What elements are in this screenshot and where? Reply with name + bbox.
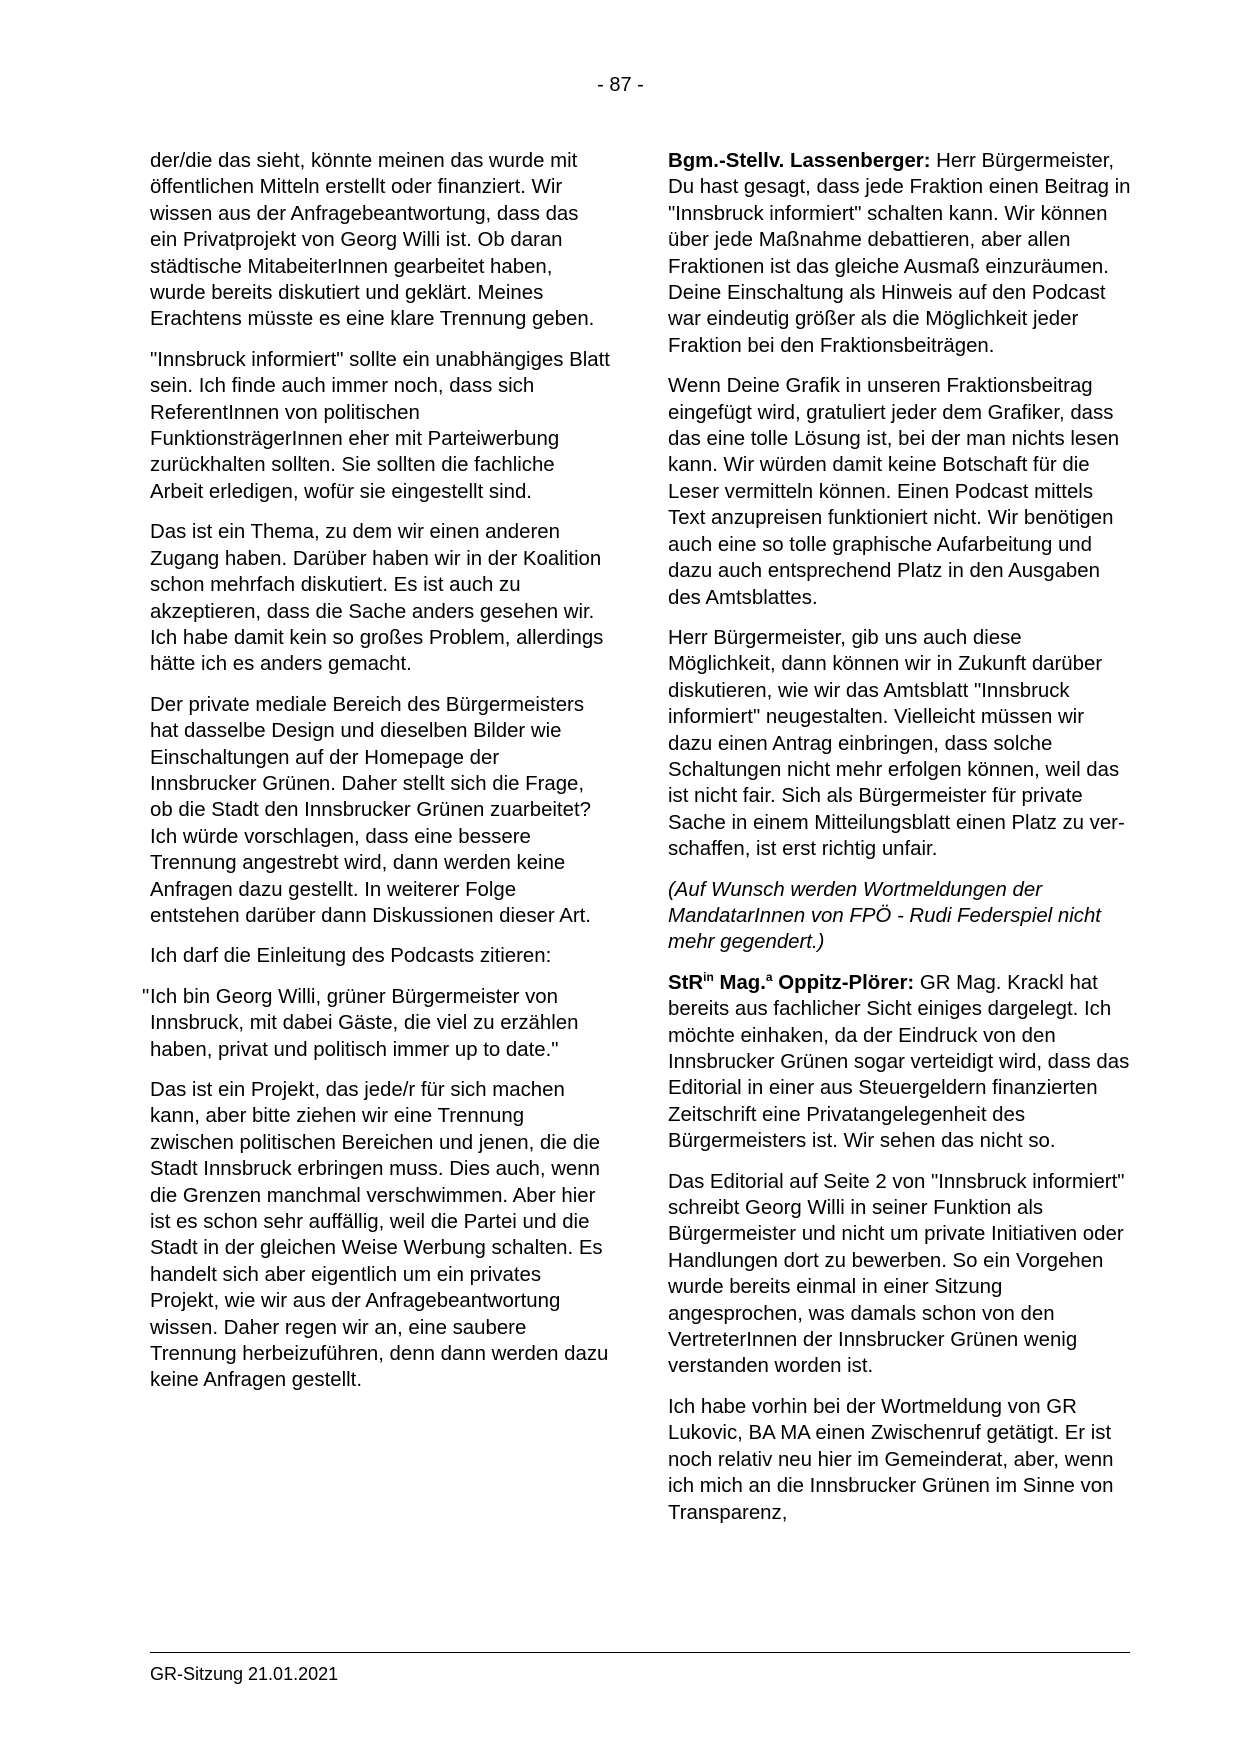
paragraph: "Innsbruck informiert" sollte ein unabhängiges Blatt sein. Ich finde auch immer noch, dass sich ReferentInnen von politischen FunktionsträgerInnen eher mit Parteiwerbung zurückhalten sollten. Sie sollten die fachliche Arbeit erledigen, wofür sie eingestellt sind. [150,348,610,503]
paragraph [668,970,1132,1155]
footer-divider [150,1652,1130,1653]
paragraph: Das ist ein Thema, zu dem wir einen anderen Zugang haben. Darüber haben wir in der Koalition schon mehrfach diskutiert. Es ist auch zu akzeptieren, dass die Sache anders gesehen wir. Ich habe damit kein so großes Problem, allerdings hätte ich es anders gemacht. [150,521,604,676]
speaker-name: Bgm.-Stellv. Lassenberger: [668,150,931,172]
speaker-title: StR [668,971,704,994]
paragraph: Der private mediale Bereich des Bürgermeisters hat dasselbe Design und dieselben Bilder wie Einschaltungen auf der Homepage der Innsbrucker Grünen. Daher stellt sich die Frage, ob die Stadt den Innsbrucker Grünen zuarbeitet? Ich würde vorschlagen, dass eine bessere Trennung angestrebt wird, dann werden keine Anfragen dazu gestellt. In weiterer Folge entstehen darüber dann Diskussionen dieser Art. [150,693,591,927]
speech-text: Herr Bürgermeister, Du hast gesagt, dass jede Fraktion einen Beitrag in "Innsbruck informiert" schalten kann. Wir können über jede Maßnahme debattieren, aber allen Fraktionen ist das gleiche Ausmaß einzuräumen. Deine Einschaltung als Hinweis auf den Podcast war eindeutig größer als die Möglichkeit jeder Fraktion bei den Fraktionsbeiträgen. [668,150,1131,357]
paragraph: Ich darf die Einleitung des Podcasts zitieren: [150,945,552,968]
editorial-note: (Auf Wunsch werden Wortmeldungen der MandatarInnen von FPÖ - Rudi Federspiel nicht mehr gegendert.) [668,878,1101,954]
paragraph: Wenn Deine Grafik in unseren Fraktionsbeitrag eingefügt wird, gratuliert jeder dem Grafiker, dass das eine tolle Lösung ist, bei der man nichts lesen kann. Wir würden damit keine Botschaft für die Leser vermitteln können. Einen Podcast mittels Text anzupreisen funktioniert nicht. Wir benötigen auch eine so tolle graphische Aufarbeitung und dazu auch entsprechend Platz in den Ausgaben des Amtsblattes. [668,375,1120,609]
speaker-title-suffix: in [703,969,714,984]
speaker-degree-suffix: a [765,969,773,984]
paragraph: Das Editorial auf Seite 2 von "Innsbruck informiert" schreibt Georg Willi in seiner Funktion als Bürgermeister und nicht um private Initiativen oder Handlungen dort zu bewerben. So ein Vorgehen wurde bereits einmal in einer Sitzung angesprochen, was damals schon von den VertreterInnen der Innsbrucker Grünen wenig verstanden worden ist. [668,1170,1125,1378]
podcast-quote [142,984,610,1063]
paragraph: Das ist ein Projekt, das jede/r für sich machen kann, aber bitte ziehen wir eine Trennung zwischen politischen Bereichen und jenen, die die Stadt Innsbruck erbringen muss. Dies auch, wenn die Grenzen manchmal verschwimmen. Aber hier ist es schon sehr auffällig, weil die Partei und die Stadt in der gleichen Weise Werbung schalten. Es handelt sich aber eigentlich um ein privates Projekt, wie wir aus der Anfragebeantwortung wissen. Daher regen wir an, eine saubere Trennung herbeizuführen, denn dann werden dazu keine Anfragen gestellt. [150,1079,609,1392]
paragraph: Ich habe vorhin bei der Wortmeldung von GR Lukovic, BA MA einen Zwischenruf getätigt. Er ist noch relativ neu hier im Gemeinderat, aber, wenn ich mich an die Innsbrucker Grünen im Sinne von Transparenz, [668,1395,1114,1524]
paragraph [668,148,1132,359]
quote-open-mark: " [142,985,150,1008]
quote-body: Ich bin Georg Willi, grüner Bürgermeister von Innsbruck, mit dabei Gäste, die viel zu erzählen haben, privat und politisch immer up to date." [150,985,579,1061]
right-column [668,148,1132,1540]
page-number: - 87 - [597,74,644,96]
left-column [142,148,610,1408]
speaker-surname: Oppitz-Plörer: [772,971,915,994]
speaker-degree: Mag. [713,971,766,994]
speaker-name [668,969,915,994]
footer-session-date: GR-Sitzung 21.01.2021 [150,1664,339,1684]
speech-text: GR Mag. Krackl hat bereits aus fachlicher Sicht einiges dargelegt. Ich möchte einhaken, da der Eindruck von den Innsbrucker Grünen sogar verteidigt wird, dass das Editorial in einer aus Steuergeldern finanzierten Zeitschrift eine Privatangelegenheit des Bürgermeisters ist. Wir sehen das nicht so. [668,971,1130,1153]
paragraph: der/die das sieht, könnte meinen das wurde mit öffentlichen Mitteln erstellt oder finanziert. Wir wissen aus der Anfragebeantwortung, dass das ein Privatprojekt von Georg Willi ist. Ob daran städtische MitabeiterInnen gearbeitet haben, wurde bereits diskutiert und geklärt. Meines Erachtens müsste es eine klare Trennung geben. [150,150,595,331]
paragraph: Herr Bürgermeister, gib uns auch diese Möglichkeit, dann können wir in Zukunft darüber diskutieren, wie wir das Amtsblatt "Innsbruck informiert" neugestalten. Vielleicht müssen wir dazu einen Antrag einbringen, dass solche Schaltungen nicht mehr erfolgen können, weil das ist nicht fair. Sich als Bürgermeister für private Sache in einem Mitteilungsblatt einen Platz zu verschaffen, ist erst richtig unfair. [668,626,1125,861]
